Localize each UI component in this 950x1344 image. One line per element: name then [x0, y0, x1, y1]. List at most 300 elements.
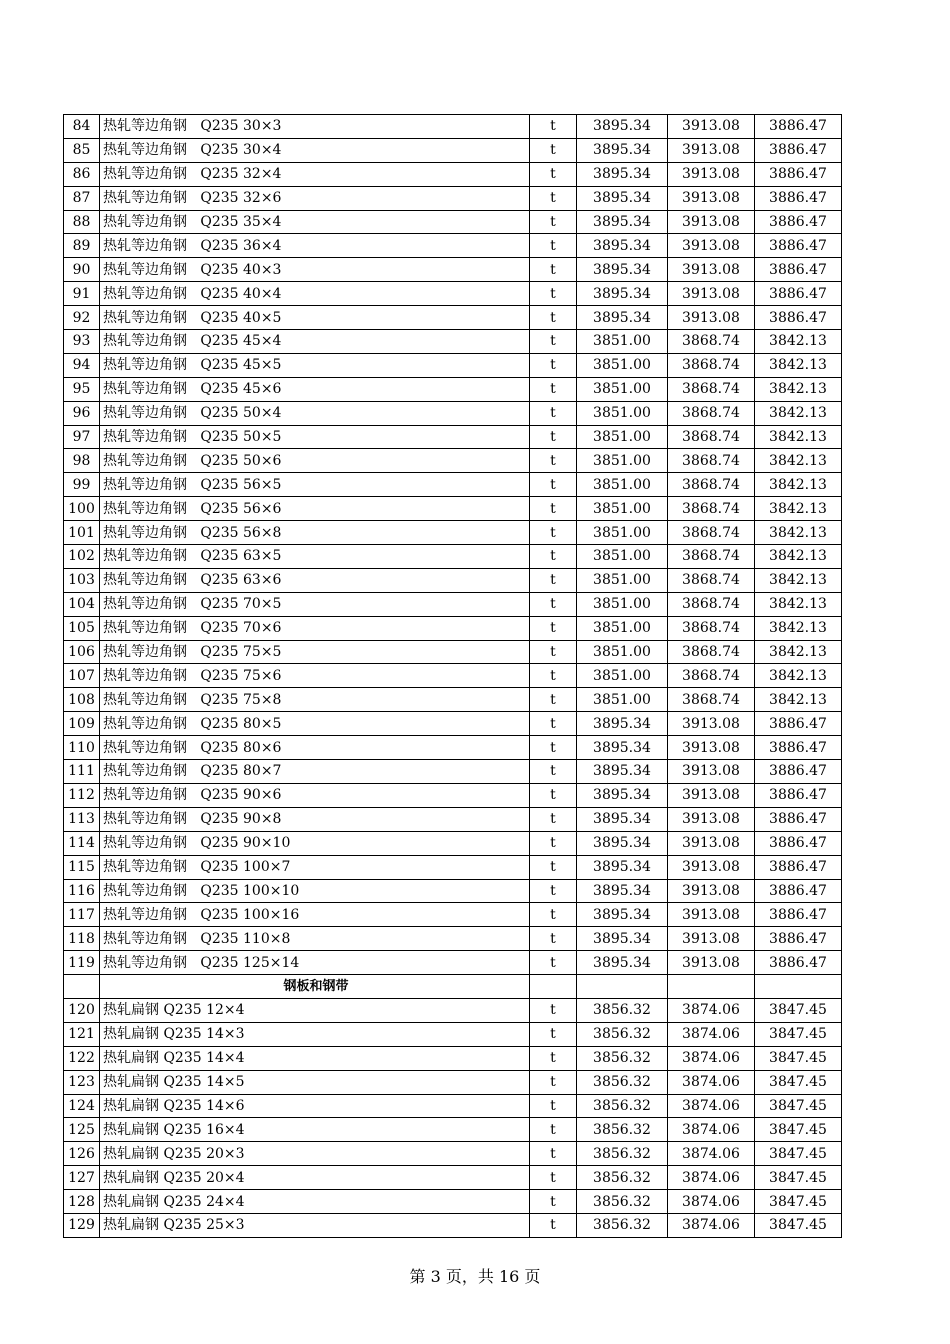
table-row: [64, 425, 842, 449]
price-3-cell: 3886.47: [755, 903, 842, 927]
row-number-cell: 106: [64, 640, 100, 664]
table-row: [64, 115, 842, 139]
table-row: [64, 234, 842, 258]
price-2-cell: 3868.74: [668, 521, 755, 545]
price-3-cell: 3886.47: [755, 951, 842, 975]
material-name-cell: 热轧等边角钢 Q235 45×4: [100, 330, 530, 354]
material-name-cell: 热轧等边角钢 Q235 75×8: [100, 688, 530, 712]
table-row: [64, 592, 842, 616]
price-1-cell: 3895.34: [577, 258, 668, 282]
row-number-cell: 118: [64, 927, 100, 951]
unit-cell: t: [530, 1166, 577, 1190]
price-3-cell: 3842.13: [755, 592, 842, 616]
table-row: [64, 1166, 842, 1190]
price-3-cell: 3886.47: [755, 234, 842, 258]
table-row: [64, 688, 842, 712]
row-number-cell: 109: [64, 712, 100, 736]
price-1-cell: 3895.34: [577, 831, 668, 855]
price-3-cell: 3886.47: [755, 210, 842, 234]
unit-cell: t: [530, 879, 577, 903]
row-number-cell: 100: [64, 497, 100, 521]
row-number-cell: 114: [64, 831, 100, 855]
table-row: [64, 807, 842, 831]
table-row: [64, 568, 842, 592]
price-2-cell: 3913.08: [668, 234, 755, 258]
price-3-cell: 3842.13: [755, 473, 842, 497]
unit-cell: t: [530, 545, 577, 569]
table-row: [64, 1022, 842, 1046]
unit-cell: t: [530, 497, 577, 521]
price-3-cell: 3842.13: [755, 545, 842, 569]
price-2-cell: 3913.08: [668, 807, 755, 831]
row-number-cell: 103: [64, 568, 100, 592]
price-1-cell: 3851.00: [577, 664, 668, 688]
material-name-cell: 热轧等边角钢 Q235 90×8: [100, 807, 530, 831]
price-2-cell: 3913.08: [668, 736, 755, 760]
price-2-cell: 3913.08: [668, 879, 755, 903]
material-name-cell: 热轧等边角钢 Q235 90×10: [100, 831, 530, 855]
row-number-cell: 96: [64, 401, 100, 425]
material-name-cell: 热轧等边角钢 Q235 70×5: [100, 592, 530, 616]
price-3-cell: 3886.47: [755, 927, 842, 951]
row-number-cell: 97: [64, 425, 100, 449]
unit-cell: t: [530, 688, 577, 712]
price-1-cell: 3851.00: [577, 330, 668, 354]
price-3-cell: 3842.13: [755, 640, 842, 664]
price-1-cell: [577, 975, 668, 999]
unit-cell: t: [530, 592, 577, 616]
row-number-cell: 125: [64, 1118, 100, 1142]
material-name-cell: 热轧等边角钢 Q235 56×5: [100, 473, 530, 497]
price-2-cell: 3868.74: [668, 330, 755, 354]
material-name-cell: 热轧扁钢 Q235 14×3: [100, 1022, 530, 1046]
row-number-cell: 93: [64, 330, 100, 354]
unit-cell: t: [530, 616, 577, 640]
row-number-cell: 84: [64, 115, 100, 139]
price-1-cell: 3856.32: [577, 998, 668, 1022]
material-name-cell: 热轧等边角钢 Q235 100×10: [100, 879, 530, 903]
material-name-cell: 热轧扁钢 Q235 25×3: [100, 1213, 530, 1237]
unit-cell: t: [530, 927, 577, 951]
row-number-cell: 89: [64, 234, 100, 258]
price-3-cell: 3842.13: [755, 616, 842, 640]
material-name-cell: 热轧等边角钢 Q235 50×5: [100, 425, 530, 449]
price-1-cell: 3851.00: [577, 401, 668, 425]
table-row: [64, 831, 842, 855]
material-name-cell: 热轧等边角钢 Q235 45×5: [100, 353, 530, 377]
unit-cell: t: [530, 568, 577, 592]
price-3-cell: 3842.13: [755, 497, 842, 521]
price-3-cell: 3842.13: [755, 401, 842, 425]
material-name-cell: 热轧扁钢 Q235 14×4: [100, 1046, 530, 1070]
price-1-cell: 3895.34: [577, 807, 668, 831]
row-number-cell: 127: [64, 1166, 100, 1190]
table-row: [64, 330, 842, 354]
price-1-cell: 3851.00: [577, 521, 668, 545]
unit-cell: t: [530, 425, 577, 449]
material-name-cell: 热轧等边角钢 Q235 100×7: [100, 855, 530, 879]
price-3-cell: 3842.13: [755, 353, 842, 377]
row-number-cell: 112: [64, 783, 100, 807]
unit-cell: t: [530, 330, 577, 354]
unit-cell: t: [530, 1190, 577, 1214]
unit-cell: t: [530, 473, 577, 497]
material-name-cell: 热轧扁钢 Q235 20×3: [100, 1142, 530, 1166]
unit-cell: t: [530, 951, 577, 975]
price-3-cell: [755, 975, 842, 999]
material-name-cell: 热轧扁钢 Q235 24×4: [100, 1190, 530, 1214]
price-2-cell: 3868.74: [668, 640, 755, 664]
price-2-cell: 3868.74: [668, 568, 755, 592]
unit-cell: t: [530, 1118, 577, 1142]
material-name-cell: 热轧等边角钢 Q235 36×4: [100, 234, 530, 258]
price-3-cell: 3886.47: [755, 736, 842, 760]
price-1-cell: 3895.34: [577, 234, 668, 258]
unit-cell: t: [530, 234, 577, 258]
row-number-cell: 86: [64, 162, 100, 186]
price-1-cell: 3895.34: [577, 927, 668, 951]
table-row: [64, 1190, 842, 1214]
price-2-cell: 3913.08: [668, 855, 755, 879]
price-3-cell: 3842.13: [755, 330, 842, 354]
price-2-cell: 3868.74: [668, 449, 755, 473]
table-row: [64, 282, 842, 306]
table-row: [64, 1070, 842, 1094]
price-1-cell: 3895.34: [577, 210, 668, 234]
row-number-cell: 117: [64, 903, 100, 927]
unit-cell: t: [530, 760, 577, 784]
row-number-cell: 119: [64, 951, 100, 975]
price-2-cell: 3913.08: [668, 258, 755, 282]
row-number-cell: 88: [64, 210, 100, 234]
price-3-cell: 3847.45: [755, 1046, 842, 1070]
price-2-cell: 3874.06: [668, 1118, 755, 1142]
price-1-cell: 3895.34: [577, 855, 668, 879]
unit-cell: t: [530, 807, 577, 831]
unit-cell: t: [530, 1022, 577, 1046]
price-1-cell: 3851.00: [577, 473, 668, 497]
table-row: [64, 353, 842, 377]
price-3-cell: 3886.47: [755, 712, 842, 736]
row-number-cell: 107: [64, 664, 100, 688]
price-2-cell: 3868.74: [668, 377, 755, 401]
price-3-cell: 3842.13: [755, 425, 842, 449]
price-3-cell: 3847.45: [755, 1213, 842, 1237]
row-number-cell: 108: [64, 688, 100, 712]
material-name-cell: 热轧等边角钢 Q235 50×6: [100, 449, 530, 473]
row-number-cell: 113: [64, 807, 100, 831]
row-number-cell: 94: [64, 353, 100, 377]
price-1-cell: 3851.00: [577, 497, 668, 521]
price-2-cell: 3874.06: [668, 1190, 755, 1214]
price-3-cell: 3886.47: [755, 258, 842, 282]
table-row: [64, 473, 842, 497]
row-number-cell: 116: [64, 879, 100, 903]
price-3-cell: 3886.47: [755, 138, 842, 162]
material-name-cell: 热轧等边角钢 Q235 30×4: [100, 138, 530, 162]
unit-cell: t: [530, 115, 577, 139]
price-1-cell: 3856.32: [577, 1094, 668, 1118]
price-3-cell: 3886.47: [755, 282, 842, 306]
unit-cell: t: [530, 1070, 577, 1094]
price-3-cell: 3886.47: [755, 115, 842, 139]
table-row: [64, 951, 842, 975]
price-3-cell: 3842.13: [755, 688, 842, 712]
material-name-cell: 热轧扁钢 Q235 16×4: [100, 1118, 530, 1142]
unit-cell: t: [530, 186, 577, 210]
table-row: [64, 138, 842, 162]
price-2-cell: 3874.06: [668, 1094, 755, 1118]
price-1-cell: 3895.34: [577, 138, 668, 162]
price-2-cell: 3913.08: [668, 712, 755, 736]
price-2-cell: 3913.08: [668, 783, 755, 807]
table-row: [64, 736, 842, 760]
section-header-row: [64, 975, 842, 999]
price-3-cell: 3886.47: [755, 186, 842, 210]
price-3-cell: 3886.47: [755, 162, 842, 186]
table-row: [64, 855, 842, 879]
unit-cell: t: [530, 449, 577, 473]
unit-cell: t: [530, 1142, 577, 1166]
price-2-cell: 3913.08: [668, 282, 755, 306]
price-3-cell: 3886.47: [755, 807, 842, 831]
price-3-cell: 3847.45: [755, 1118, 842, 1142]
row-number-cell: 91: [64, 282, 100, 306]
table-row: [64, 1094, 842, 1118]
unit-cell: t: [530, 831, 577, 855]
material-name-cell: 热轧等边角钢 Q235 56×6: [100, 497, 530, 521]
price-2-cell: 3868.74: [668, 353, 755, 377]
unit-cell: t: [530, 1213, 577, 1237]
row-number-cell: 124: [64, 1094, 100, 1118]
price-2-cell: 3868.74: [668, 497, 755, 521]
price-3-cell: 3842.13: [755, 449, 842, 473]
unit-cell: [530, 975, 577, 999]
price-1-cell: 3895.34: [577, 951, 668, 975]
price-2-cell: 3874.06: [668, 1070, 755, 1094]
price-1-cell: 3895.34: [577, 162, 668, 186]
price-3-cell: 3886.47: [755, 855, 842, 879]
material-name-cell: 热轧扁钢 Q235 12×4: [100, 998, 530, 1022]
row-number-cell: 87: [64, 186, 100, 210]
table-row: [64, 783, 842, 807]
material-name-cell: 热轧等边角钢 Q235 56×8: [100, 521, 530, 545]
page-footer: 第 3 页，共 16 页: [409, 1267, 541, 1286]
price-1-cell: 3856.32: [577, 1213, 668, 1237]
price-1-cell: 3856.32: [577, 1046, 668, 1070]
table-row: [64, 521, 842, 545]
row-number-cell: 123: [64, 1070, 100, 1094]
price-1-cell: 3856.32: [577, 1118, 668, 1142]
material-name-cell: 热轧等边角钢 Q235 35×4: [100, 210, 530, 234]
table-row: [64, 162, 842, 186]
material-name-cell: 热轧等边角钢 Q235 32×6: [100, 186, 530, 210]
price-2-cell: 3868.74: [668, 592, 755, 616]
price-3-cell: 3847.45: [755, 1142, 842, 1166]
unit-cell: t: [530, 306, 577, 330]
price-2-cell: 3868.74: [668, 688, 755, 712]
price-1-cell: 3856.32: [577, 1022, 668, 1046]
price-3-cell: 3842.13: [755, 521, 842, 545]
row-number-cell: 111: [64, 760, 100, 784]
row-number-cell: 102: [64, 545, 100, 569]
price-2-cell: 3913.08: [668, 138, 755, 162]
table-row: [64, 760, 842, 784]
row-number-cell: 99: [64, 473, 100, 497]
price-2-cell: 3868.74: [668, 664, 755, 688]
unit-cell: t: [530, 1046, 577, 1070]
price-1-cell: 3851.00: [577, 568, 668, 592]
unit-cell: t: [530, 353, 577, 377]
row-number-cell: 129: [64, 1213, 100, 1237]
price-3-cell: 3886.47: [755, 306, 842, 330]
price-1-cell: 3851.00: [577, 545, 668, 569]
price-1-cell: 3851.00: [577, 353, 668, 377]
material-name-cell: 热轧等边角钢 Q235 40×5: [100, 306, 530, 330]
table-row: [64, 712, 842, 736]
unit-cell: t: [530, 521, 577, 545]
price-1-cell: 3895.34: [577, 903, 668, 927]
price-2-cell: 3913.08: [668, 186, 755, 210]
price-1-cell: 3851.00: [577, 377, 668, 401]
unit-cell: t: [530, 664, 577, 688]
price-2-cell: 3874.06: [668, 998, 755, 1022]
row-number-cell: 126: [64, 1142, 100, 1166]
table-row: [64, 1213, 842, 1237]
price-1-cell: 3895.34: [577, 760, 668, 784]
price-1-cell: 3856.32: [577, 1142, 668, 1166]
price-2-cell: 3913.08: [668, 903, 755, 927]
price-3-cell: 3886.47: [755, 831, 842, 855]
unit-cell: t: [530, 998, 577, 1022]
row-number-cell: 104: [64, 592, 100, 616]
price-1-cell: 3856.32: [577, 1190, 668, 1214]
price-table-body: [64, 115, 842, 1238]
price-2-cell: 3868.74: [668, 401, 755, 425]
row-number-cell: [64, 975, 100, 999]
price-2-cell: 3913.08: [668, 115, 755, 139]
unit-cell: t: [530, 1094, 577, 1118]
material-name-cell: 热轧等边角钢 Q235 80×7: [100, 760, 530, 784]
unit-cell: t: [530, 401, 577, 425]
unit-cell: t: [530, 903, 577, 927]
material-name-cell: 热轧等边角钢 Q235 90×6: [100, 783, 530, 807]
price-1-cell: 3895.34: [577, 712, 668, 736]
material-name-cell: 热轧等边角钢 Q235 40×3: [100, 258, 530, 282]
price-2-cell: 3868.74: [668, 473, 755, 497]
row-number-cell: 98: [64, 449, 100, 473]
price-3-cell: 3886.47: [755, 760, 842, 784]
price-1-cell: 3895.34: [577, 783, 668, 807]
row-number-cell: 90: [64, 258, 100, 282]
price-3-cell: 3842.13: [755, 377, 842, 401]
price-1-cell: 3895.34: [577, 306, 668, 330]
row-number-cell: 115: [64, 855, 100, 879]
table-row: [64, 377, 842, 401]
price-3-cell: 3847.45: [755, 1166, 842, 1190]
unit-cell: t: [530, 640, 577, 664]
table-row: [64, 545, 842, 569]
price-3-cell: 3847.45: [755, 1022, 842, 1046]
table-row: [64, 401, 842, 425]
row-number-cell: 110: [64, 736, 100, 760]
table-row: [64, 879, 842, 903]
price-1-cell: 3895.34: [577, 282, 668, 306]
material-name-cell: 热轧等边角钢 Q235 30×3: [100, 115, 530, 139]
table-row: [64, 449, 842, 473]
price-1-cell: 3856.32: [577, 1070, 668, 1094]
price-3-cell: 3886.47: [755, 879, 842, 903]
material-name-cell: 热轧等边角钢 Q235 50×4: [100, 401, 530, 425]
price-2-cell: 3868.74: [668, 616, 755, 640]
table-row: [64, 998, 842, 1022]
table-row: [64, 258, 842, 282]
price-2-cell: 3913.08: [668, 760, 755, 784]
material-name-cell: 热轧等边角钢 Q235 100×16: [100, 903, 530, 927]
table-row: [64, 306, 842, 330]
price-3-cell: 3847.45: [755, 1190, 842, 1214]
price-1-cell: 3851.00: [577, 592, 668, 616]
row-number-cell: 128: [64, 1190, 100, 1214]
table-row: [64, 664, 842, 688]
material-name-cell: 热轧等边角钢 Q235 110×8: [100, 927, 530, 951]
material-name-cell: 热轧扁钢 Q235 14×5: [100, 1070, 530, 1094]
material-name-cell: 热轧等边角钢 Q235 63×5: [100, 545, 530, 569]
price-table: [63, 114, 842, 1238]
table-row: [64, 497, 842, 521]
table-row: [64, 210, 842, 234]
row-number-cell: 105: [64, 616, 100, 640]
table-row: [64, 1118, 842, 1142]
table-row: [64, 927, 842, 951]
price-2-cell: 3913.08: [668, 831, 755, 855]
row-number-cell: 121: [64, 1022, 100, 1046]
table-row: [64, 640, 842, 664]
table-row: [64, 1142, 842, 1166]
price-1-cell: 3851.00: [577, 425, 668, 449]
unit-cell: t: [530, 736, 577, 760]
price-3-cell: 3842.13: [755, 568, 842, 592]
price-2-cell: 3868.74: [668, 545, 755, 569]
row-number-cell: 122: [64, 1046, 100, 1070]
material-name-cell: 热轧等边角钢 Q235 63×6: [100, 568, 530, 592]
price-2-cell: 3874.06: [668, 1022, 755, 1046]
table-row: [64, 1046, 842, 1070]
unit-cell: t: [530, 162, 577, 186]
section-title: 钢板和钢带: [100, 975, 530, 999]
price-1-cell: 3851.00: [577, 640, 668, 664]
table-row: [64, 903, 842, 927]
row-number-cell: 120: [64, 998, 100, 1022]
material-name-cell: 热轧扁钢 Q235 20×4: [100, 1166, 530, 1190]
unit-cell: t: [530, 855, 577, 879]
material-name-cell: 热轧等边角钢 Q235 80×6: [100, 736, 530, 760]
material-name-cell: 热轧等边角钢 Q235 125×14: [100, 951, 530, 975]
price-1-cell: 3895.34: [577, 736, 668, 760]
unit-cell: t: [530, 783, 577, 807]
price-3-cell: 3847.45: [755, 1070, 842, 1094]
row-number-cell: 92: [64, 306, 100, 330]
material-name-cell: 热轧等边角钢 Q235 45×6: [100, 377, 530, 401]
price-2-cell: 3874.06: [668, 1046, 755, 1070]
price-3-cell: 3847.45: [755, 1094, 842, 1118]
price-2-cell: 3874.06: [668, 1166, 755, 1190]
price-1-cell: 3895.34: [577, 879, 668, 903]
row-number-cell: 101: [64, 521, 100, 545]
price-1-cell: 3851.00: [577, 616, 668, 640]
price-2-cell: 3913.08: [668, 927, 755, 951]
unit-cell: t: [530, 210, 577, 234]
